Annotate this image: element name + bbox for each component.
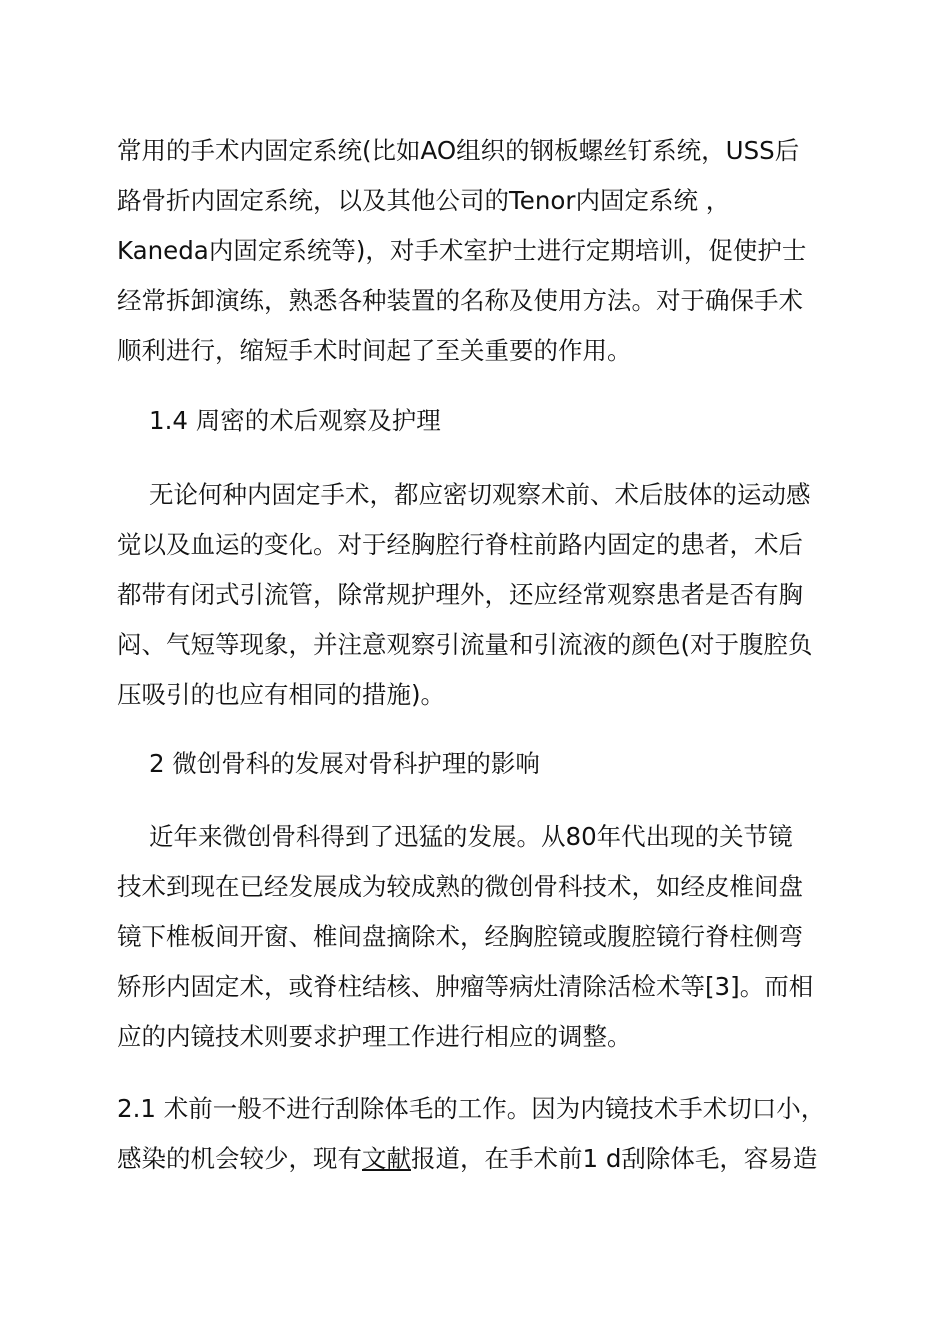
text-line: 闷、气短等现象，并注意观察引流量和引流液的颜色(对于腹腔负 [117,630,813,659]
section-heading: 2 微创骨科的发展对骨科护理的影响 [149,749,540,778]
text-line: 经常拆卸演练，熟悉各种装置的名称及使用方法。对于确保手术 [117,286,803,315]
text-line: 无论何种内固定手术，都应密切观察术前、术后肢体的运动感 [149,480,811,509]
text-line: 觉以及血运的变化。对于经胸腔行脊柱前路内固定的患者，术后 [117,530,803,559]
text-line: 矫形内固定术，或脊柱结核、肿瘤等病灶清除活检术等[3]。而相 [117,972,814,1001]
paragraph-2-1 [117,1084,857,1184]
text-line: 2.1 术前一般不进行刮除体毛的工作。因为内镜技术手术切口小， [117,1094,826,1123]
paragraph-postop-observation [117,470,857,720]
section-heading: 1.4 周密的术后观察及护理 [149,406,441,435]
text-line: 应的内镜技术则要求护理工作进行相应的调整。 [117,1022,632,1051]
text-segment: 感染的机会较少，现有 [117,1144,362,1173]
text-line: 都带有闭式引流管，除常规护理外，还应经常观察患者是否有胸 [117,580,803,609]
text-line: 技术到现在已经发展成为较成熟的微创骨科技术，如经皮椎间盘 [117,872,803,901]
literature-link[interactable]: 文献 [362,1144,411,1173]
text-line: 压吸引的也应有相同的措施)。 [117,680,446,709]
text-line [117,1134,857,1184]
text-line: 顺利进行，缩短手术时间起了至关重要的作用。 [117,336,632,365]
text-line: Kaneda内固定系统等)，对手术室护士进行定期培训，促使护士 [117,236,807,265]
heading-2 [117,739,857,789]
text-line: 路骨折内固定系统，以及其他公司的Tenor内固定系统 ， [117,186,731,215]
text-line: 常用的手术内固定系统(比如AO组织的钢板螺丝钉系统，USS后 [117,136,800,165]
paragraph-fixation-systems [117,126,857,376]
text-line: 近年来微创骨科得到了迅猛的发展。从80年代出现的关节镜 [149,822,793,851]
heading-1-4 [117,396,857,446]
text-line: 镜下椎板间开窗、椎间盘摘除术，经胸腔镜或腹腔镜行脊柱侧弯 [117,922,803,951]
paragraph-minimally-invasive [117,812,857,1062]
text-segment: 报道，在手术前1 d刮除体毛，容易造 [411,1144,818,1173]
